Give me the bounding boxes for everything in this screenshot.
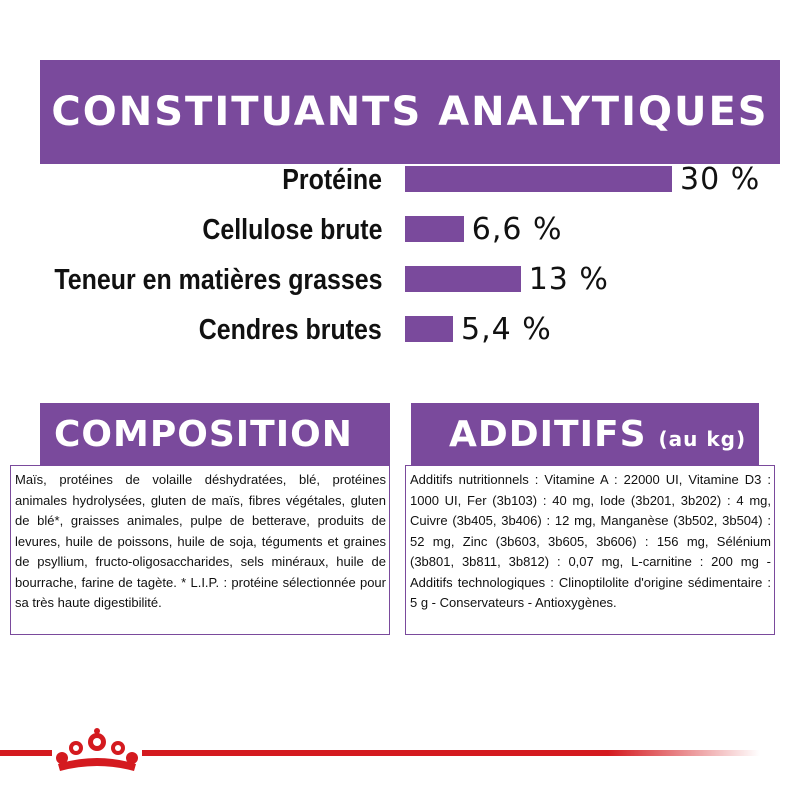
crown-icon: [52, 728, 142, 774]
additifs-subtitle: (au kg): [658, 427, 747, 451]
nutrient-bar: [405, 266, 521, 292]
nutrient-value: 13 %: [528, 262, 609, 297]
nutrient-label: Teneur en matières grasses: [53, 264, 382, 296]
additifs-text: Additifs nutritionnels : Vitamine A : 22000 UI, Vitamine D3 : 1000 UI, Fer (3b103) : 40 mg, Iode (3b201, 3b202) : 4 mg, Cuivre (3b405, 3b406) : 12 mg, Manganèse (3b502, 3b504) : 52 mg, Zinc (3b603, 3b605, 3b606) : 156 mg, Sélénium (3b801, 3b811, 3b812) : 0,07 mg, L-carnitine : 200 mg - Additifs technologiques : Clinoptilolite d'origine sédimentaire : 5 g - Conservateurs - Antioxygènes.: [405, 465, 775, 635]
nutrient-value: 6,6 %: [471, 212, 563, 247]
additifs-title-text: ADDITIFS: [449, 413, 647, 455]
nutrient-value: 30 %: [680, 162, 761, 197]
composition-title: [40, 403, 390, 465]
nutrient-label: Protéine: [282, 164, 382, 196]
nutrient-bar: [405, 216, 464, 242]
nutrient-bar: [405, 316, 453, 342]
analytical-constituents-title: CONSTITUANTS ANALYTIQUES: [40, 60, 780, 164]
composition-title-text: COMPOSITION: [54, 413, 353, 455]
nutrient-label: Cellulose brute: [201, 214, 382, 246]
nutrient-row: [0, 260, 800, 300]
nutrient-row: [0, 160, 800, 200]
composition-text: Maïs, protéines de volaille déshydratées, blé, protéines animales hydrolysées, gluten de maïs, fibres végétales, gluten de blé*, graisses animales, pulpe de betterave, produits de levures, huile de poissons, huile de soja, téguments et graines de psyllium, fructo-oligosaccharides, sels minéraux, huile de bourrache, farine de tagète. * L.I.P. : protéine sélectionnée pour sa très haute digestibilité.: [10, 465, 390, 635]
additifs-title: [411, 403, 759, 465]
nutrient-label: Cendres brutes: [199, 314, 382, 346]
nutrient-row: [0, 310, 800, 350]
nutrient-bar: [405, 166, 672, 192]
nutrient-row: [0, 210, 800, 250]
nutrient-value: 5,4 %: [461, 312, 552, 347]
